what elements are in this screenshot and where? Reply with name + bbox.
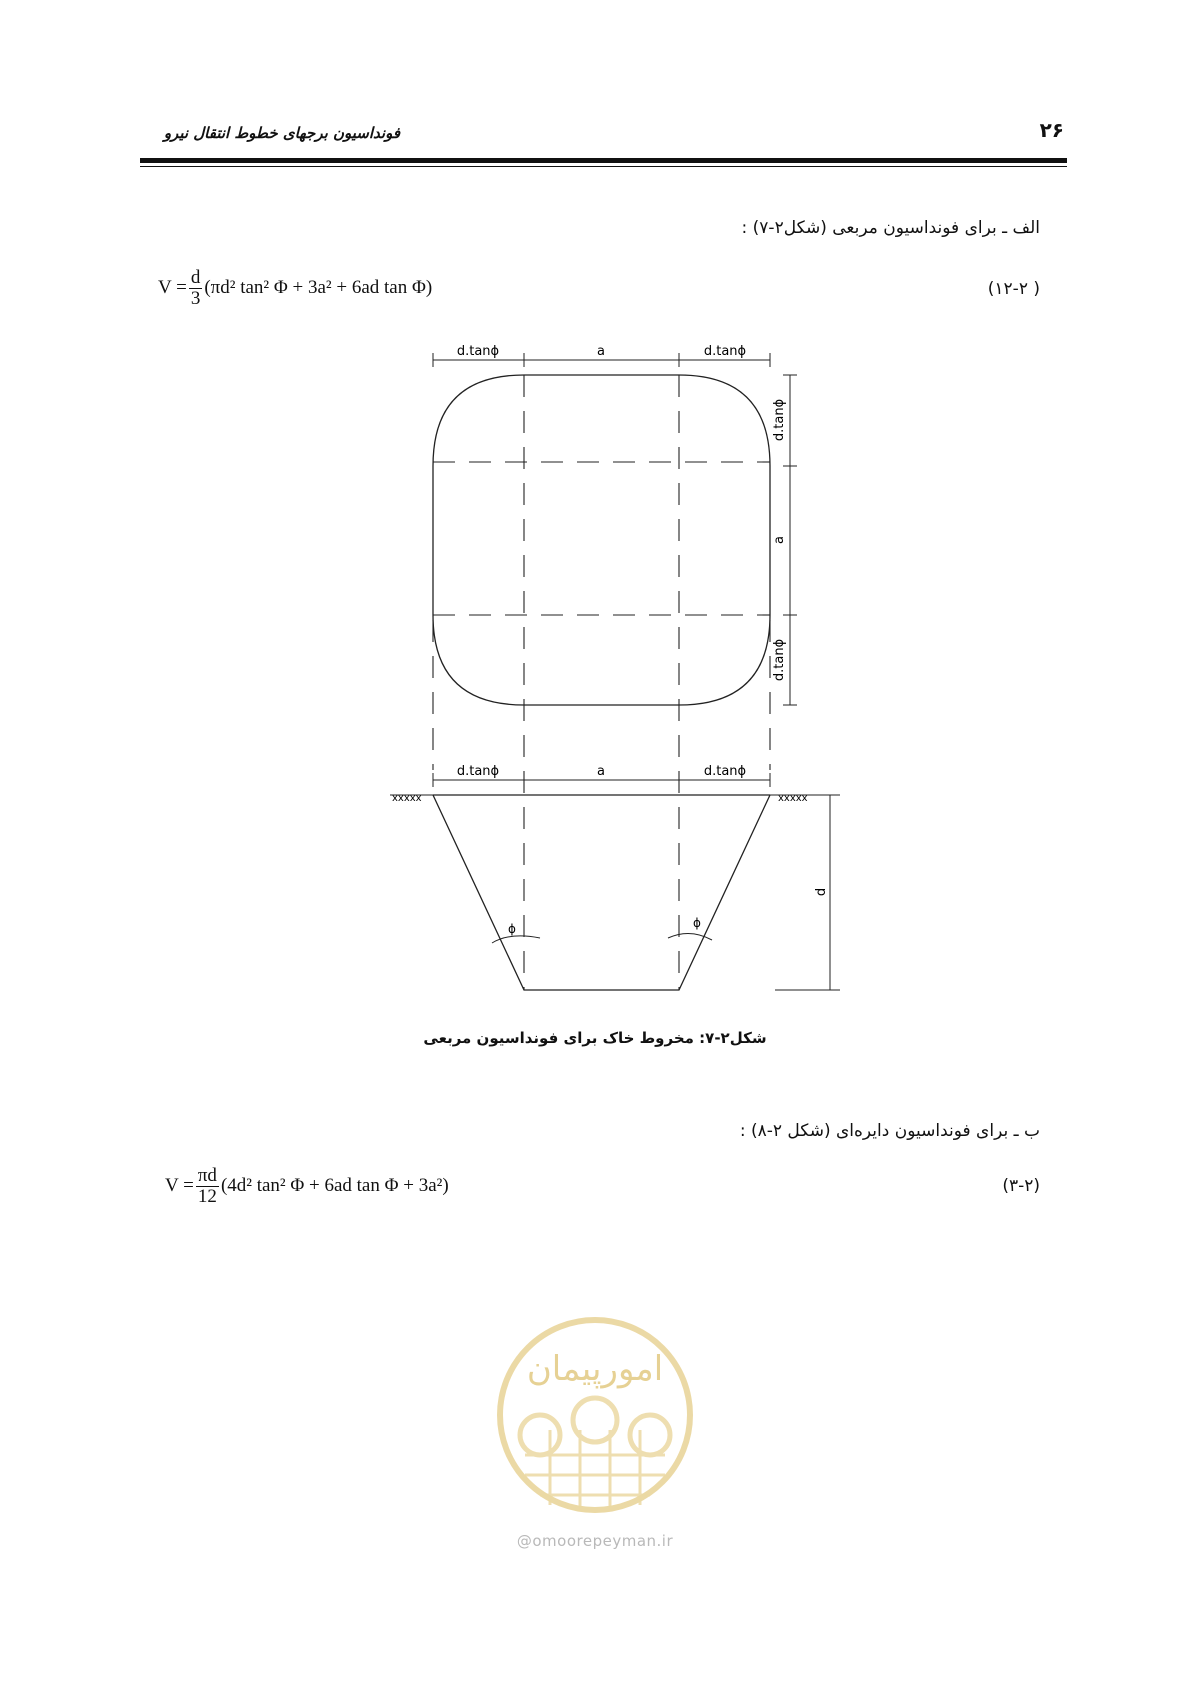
dim-label-a-right: a [772, 536, 787, 544]
angle-label-phi-left: ϕ [508, 922, 516, 936]
section-a-text: الف ـ برای فونداسیون مربعی (شکل۲-۷) : [741, 218, 1040, 238]
dim-label-d: d [814, 887, 829, 897]
equation-3-2 [165, 1166, 449, 1207]
angle-label-phi-right: ϕ [693, 916, 701, 930]
equation-body: (4d² tan² Φ + 6ad tan Φ + 3a²) [220, 1175, 449, 1197]
dim-label-a-section: a [597, 764, 605, 779]
section-b-text: ب ـ برای فونداسیون دایره‌ای (شکل ۲-۸) : [739, 1121, 1040, 1141]
watermark-url: @omoorepeyman.ir [516, 1532, 674, 1550]
dim-label-dtan-section-left: d.tanϕ [456, 764, 500, 779]
plan-outline [433, 375, 770, 705]
fraction-denominator: 12 [197, 1185, 217, 1207]
dim-label-dtan-right-bottom: d.tanϕ [772, 638, 787, 682]
equation-lhs: V = [158, 277, 187, 299]
section-trapezoid [433, 795, 770, 990]
dim-label-a-top: a [597, 344, 605, 359]
equation-number-12-2: ( ۱۲-۲) [987, 279, 1040, 299]
equation-fraction [196, 1166, 219, 1207]
dim-label-dtan-top-right: d.tanϕ [703, 344, 747, 359]
figure-caption: شکل۲-۷: مخروط خاک برای فونداسیون مربعی [423, 1029, 767, 1047]
dim-label-dtan-section-right: d.tanϕ [703, 764, 747, 779]
equation-lhs: V = [165, 1175, 194, 1197]
watermark-logo-text: امورپیمان [526, 1349, 664, 1389]
equation-number-3-2: (۳-۲) [1002, 1176, 1040, 1196]
watermark-logo [480, 1310, 710, 1520]
equation-body: (πd² tan² Φ + 3a² + 6ad tan Φ) [204, 277, 433, 299]
soil-hatch-right: xxxxx [778, 793, 808, 804]
fraction-numerator: πd [197, 1165, 217, 1186]
fraction-numerator: d [190, 267, 201, 288]
soil-hatch-left: xxxxx [392, 793, 422, 804]
dim-label-dtan-top-left: d.tanϕ [456, 344, 500, 359]
page-number: ۲۶ [1039, 118, 1064, 142]
running-header-title: فونداسیون برجهای خطوط انتقال نیرو [163, 124, 400, 142]
dim-label-dtan-right-top: d.tanϕ [772, 398, 787, 442]
fraction-denominator: 3 [190, 287, 201, 309]
